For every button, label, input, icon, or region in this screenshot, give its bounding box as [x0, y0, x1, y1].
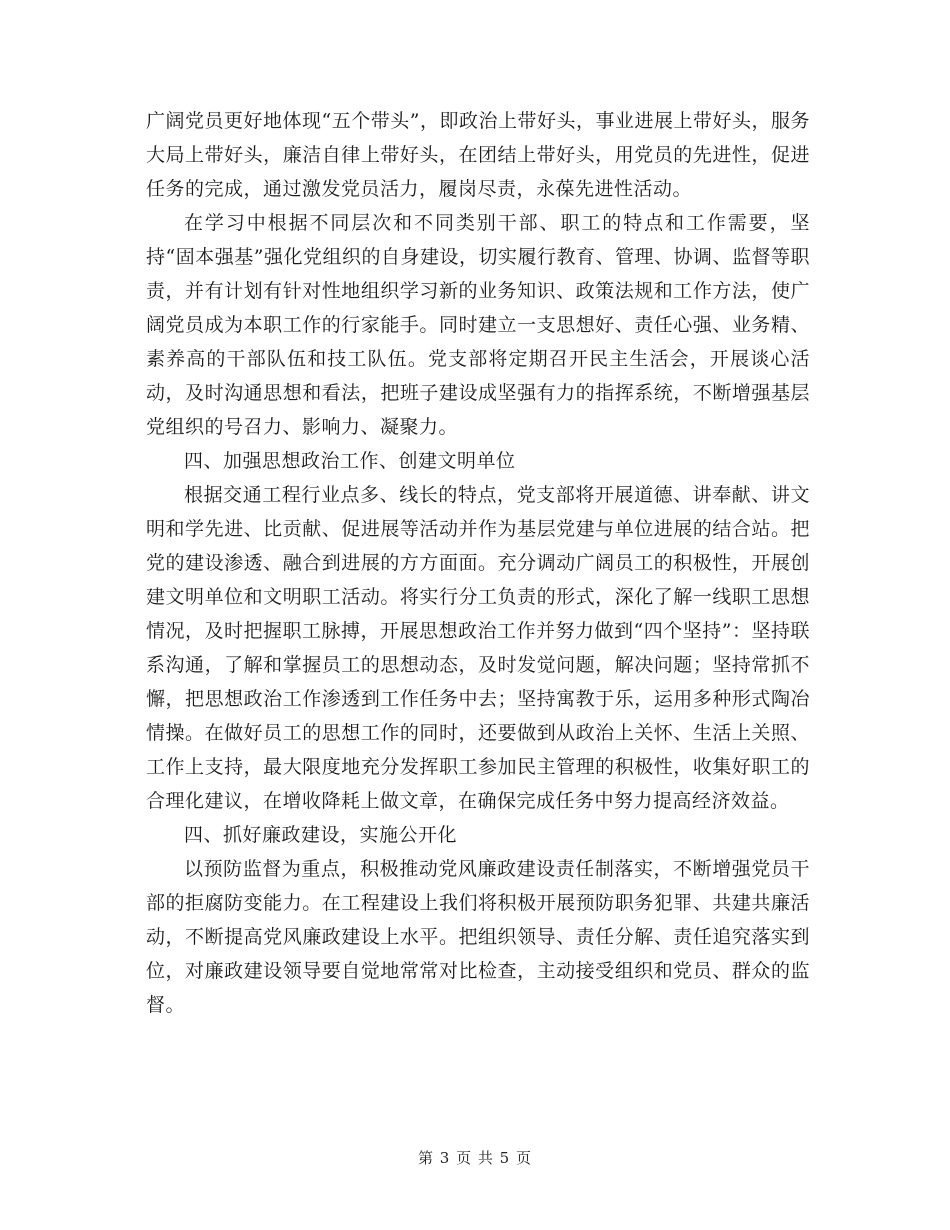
paragraph-continuation: 广阔党员更好地体现“五个带头”，即政治上带好头，事业进展上带好头，服务大局上带好头，廉洁自律上带好头，在团结上带好头，用党员的先进性，促进任务的完成，通过激发党员活力，履岗尽责，永葆先进性活动。	[146, 110, 810, 200]
paragraph-ideological-work: 根据交通工程行业点多、线长的特点，党支部将开展道德、讲奉献、讲文明和学先进、比贡献、促进展等活动并作为基层党建与单位进展的结合站。把党的建设渗透、融合到进展的方方面面。充分调动广阔员工的积极性，开展创建文明单位和文明职工活动。将实行分工负责的形式，深化了解一线职工思想情况，及时把握职工脉搏，开展思想政治工作并努力做到“四个坚持”：坚持联系沟通，了解和掌握员工的思想动态，及时发觉问题，解决问题；坚持常抓不懈，把思想政治工作渗透到工作任务中去；坚持寓教于乐，运用多种形式陶冶情操。在做好员工的思想工作的同时，还要做到从政治上关怀、生活上关照、工作上支持，最大限度地充分发挥职工参加民主管理的积极性，收集好职工的合理化建议，在增收降耗上做文章，在确保完成任务中努力提高经济效益。	[146, 484, 810, 812]
document-body	[146, 104, 810, 1022]
paragraph-party-building: 在学习中根据不同层次和不同类别干部、职工的特点和工作需要，坚持“固本强基”强化党组织的自身建设，切实履行教育、管理、协调、监督等职责，并有计划有针对性地组织学习新的业务知识、政策法规和工作方法，使广阔党员成为本职工作的行家能手。同时建立一支思想好、责任心强、业务精、素养高的干部队伍和技工队伍。党支部将定期召开民主生活会，开展谈心活动，及时沟通思想和看法，把班子建设成坚强有力的指挥系统，不断增强基层党组织的号召力、影响力、凝聚力。	[146, 212, 810, 438]
section-heading-integrity: 四、抓好廉政建设，实施公开化	[184, 824, 458, 846]
section-heading-ideological-work: 四、加强思想政治工作、创建文明单位	[184, 450, 516, 472]
paragraph-integrity: 以预防监督为重点，积极推动党风廉政建设责任制落实，不断增强党员干部的拒腐防变能力。在工程建设上我们将积极开展预防职务犯罪、共建共廉活动，不断提高党风廉政建设上水平。把组织领导、责任分解、责任追究落实到位，对廉政建设领导要自觉地常常对比检查，主动接受组织和党员、群众的监督。	[146, 858, 810, 1016]
page-number-footer: 第 3 页 共 5 页	[418, 1149, 532, 1167]
